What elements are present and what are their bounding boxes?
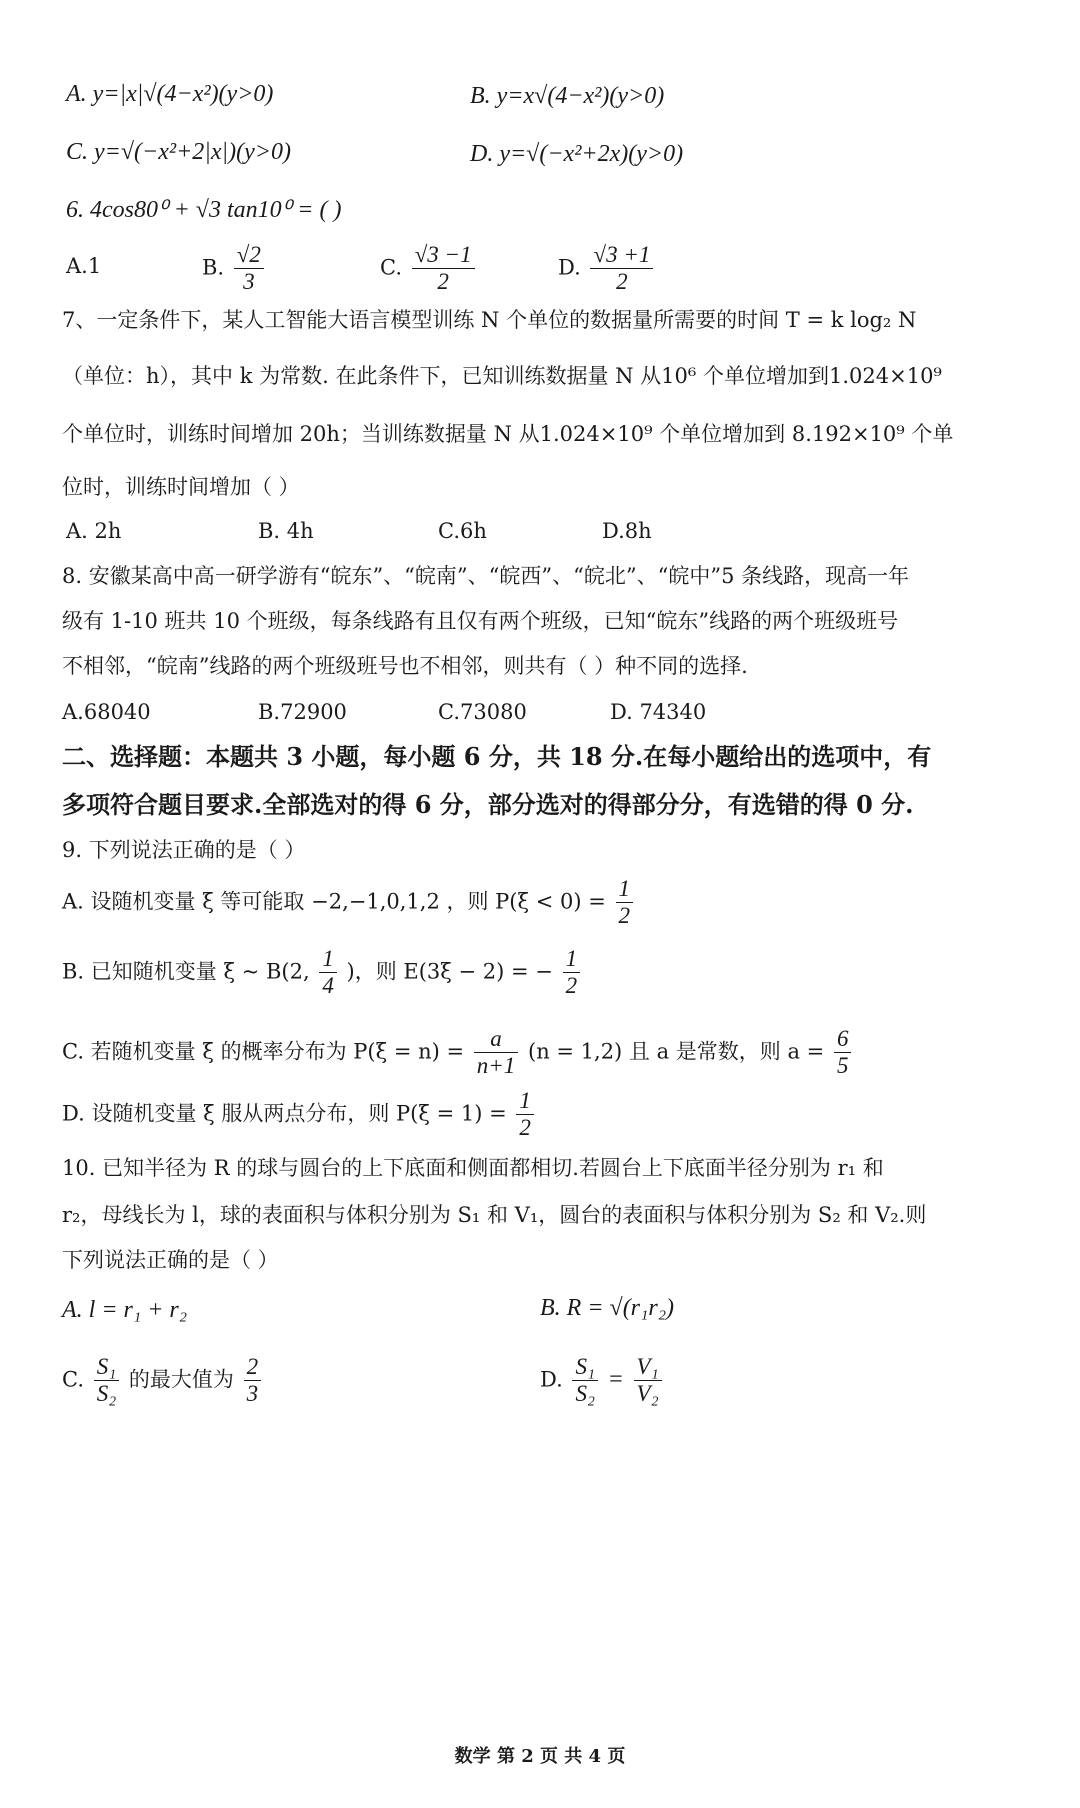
- q6-stem: 6. 4cos80⁰ + √3 tan10⁰ = ( ): [66, 197, 342, 223]
- q5-option-c: C. y=√(−x²+2|x|)(y>0): [66, 139, 291, 165]
- q7-option-a: A. 2h: [66, 519, 122, 543]
- q10-c-fraction: $\frac{\text{S₁}}{\text{S₂}}$: [94, 1354, 120, 1408]
- q5-option-a: A. y=|x|√(4−x²)(y>0): [66, 81, 274, 107]
- q7-option-c: C.6h: [438, 519, 487, 543]
- q7-line-3: 个单位时，训练时间增加 20h；当训练数据量 N 从1.024×10⁹ 个单位增加到 8.192×10⁹ 个单: [62, 422, 954, 446]
- q8-line-2: 级有 1-10 班共 10 个班级，每条线路有且仅有两个班级，已知“皖东”线路的两个班级班号: [62, 609, 899, 633]
- q6-b-fraction: $\frac{√2}{3}$: [234, 242, 264, 296]
- section-2-heading-line-1: 二、选择题：本题共 3 小题，每小题 6 分，共 18 分.在每小题给出的选项中，有: [62, 742, 932, 771]
- q8-option-b: B.72900: [258, 700, 347, 724]
- q7-line-2: （单位：h），其中 k 为常数. 在此条件下，已知训练数据量 N 从10⁶ 个单位增加到1.024×10⁹: [62, 364, 942, 388]
- q7-option-b: B. 4h: [258, 519, 314, 543]
- q9-option-a: A. 设随机变量 ξ 等可能取 −2,−1,0,1,2 ，则 P(ξ < 0) = $\frac{1}{2}$: [62, 876, 636, 930]
- q9-c-inner-fraction: $\frac{a}{n+1}$: [474, 1026, 519, 1080]
- q9-d-fraction: $\frac{1}{2}$: [516, 1088, 534, 1142]
- q6-d-fraction: $\frac{√3 +1}{2}$: [590, 242, 653, 296]
- q8-option-d: D. 74340: [610, 700, 707, 724]
- section-2-heading-line-2: 多项符合题目要求.全部选对的得 6 分，部分选对的得部分分，有选错的得 0 分.: [62, 790, 914, 819]
- q10-option-a: A. l = r₁ + r₂: [62, 1297, 188, 1323]
- q8-line-3: 不相邻，“皖南”线路的两个班级班号也不相邻，则共有（ ）种不同的选择.: [62, 654, 748, 678]
- q10-option-b: B. R = √(r₁r₂): [540, 1295, 675, 1321]
- q8-line-1: 8. 安徽某高中高一研学游有“皖东”、“皖南”、“皖西”、“皖北”、“皖中”5 条线路，现高一年: [62, 564, 910, 588]
- q6-option-a: A.1: [66, 254, 102, 278]
- q6-option-c: C. $\frac{√3 -1}{2}$: [380, 242, 478, 296]
- q10-line-1: 10. 已知半径为 R 的球与圆台的上下底面和侧面都相切.若圆台上下底面半径分别为 r₁ 和: [62, 1156, 884, 1180]
- page-footer: 数学 第 2 页 共 4 页: [454, 1746, 626, 1767]
- q7-line-1: 7、一定条件下，某人工智能大语言模型训练 N 个单位的数据量所需要的时间 T = k log₂ N: [62, 308, 917, 332]
- q10-option-d: D. $\frac{\text{S₁}}{\text{S₂}}$ = $\frac{\text{V₁}}{\text{V₂}}$: [540, 1354, 665, 1408]
- q7-line-4: 位时，训练时间增加（ ）: [62, 475, 300, 499]
- q10-line-3: 下列说法正确的是（ ）: [62, 1248, 279, 1272]
- q5-option-b: B. y=x√(4−x²)(y>0): [470, 83, 665, 109]
- q5-option-d: D. y=√(−x²+2x)(y>0): [470, 141, 684, 167]
- q10-option-c: C. $\frac{\text{S₁}}{\text{S₂}}$ 的最大值为 $\frac{2}{3}$: [62, 1354, 264, 1408]
- q9-option-c: C. 若随机变量 ξ 的概率分布为 P(ξ = n) = $\frac{a}{n+1}$ (n = 1,2) 且 a 是常数，则 a = $\frac{6}{5}$: [62, 1026, 854, 1080]
- q10-d-left-fraction: $\frac{\text{S₁}}{\text{S₂}}$: [572, 1354, 598, 1408]
- q7-option-d: D.8h: [602, 519, 652, 543]
- q9-c-fraction: $\frac{6}{5}$: [834, 1026, 852, 1080]
- q9-b-inner-fraction: $\frac{1}{4}$: [319, 946, 337, 1000]
- q9-option-d: D. 设随机变量 ξ 服从两点分布，则 P(ξ = 1) = $\frac{1}{2}$: [62, 1088, 537, 1142]
- q10-d-right-fraction: $\frac{\text{V₁}}{\text{V₂}}$: [634, 1354, 662, 1408]
- q9-a-fraction: $\frac{1}{2}$: [616, 876, 634, 930]
- q10-line-2: r₂，母线长为 l，球的表面积与体积分别为 S₁ 和 V₁，圆台的表面积与体积分别为 S₂ 和 V₂.则: [62, 1203, 927, 1227]
- q10-c-value-fraction: $\frac{2}{3}$: [244, 1354, 262, 1408]
- q6-option-b: B. $\frac{√2}{3}$: [202, 242, 267, 296]
- q9-stem: 9. 下列说法正确的是（ ）: [62, 838, 306, 862]
- q8-option-c: C.73080: [438, 700, 527, 724]
- q8-option-a: A.68040: [62, 700, 151, 724]
- q9-b-fraction: $\frac{1}{2}$: [563, 946, 581, 1000]
- q6-option-d: D. $\frac{√3 +1}{2}$: [558, 242, 656, 296]
- q6-c-fraction: $\frac{√3 -1}{2}$: [412, 242, 475, 296]
- q9-option-b: B. 已知随机变量 ξ ~ B(2, $\frac{1}{4}$ )，则 E(3ξ − 2) = − $\frac{1}{2}$: [62, 946, 583, 1000]
